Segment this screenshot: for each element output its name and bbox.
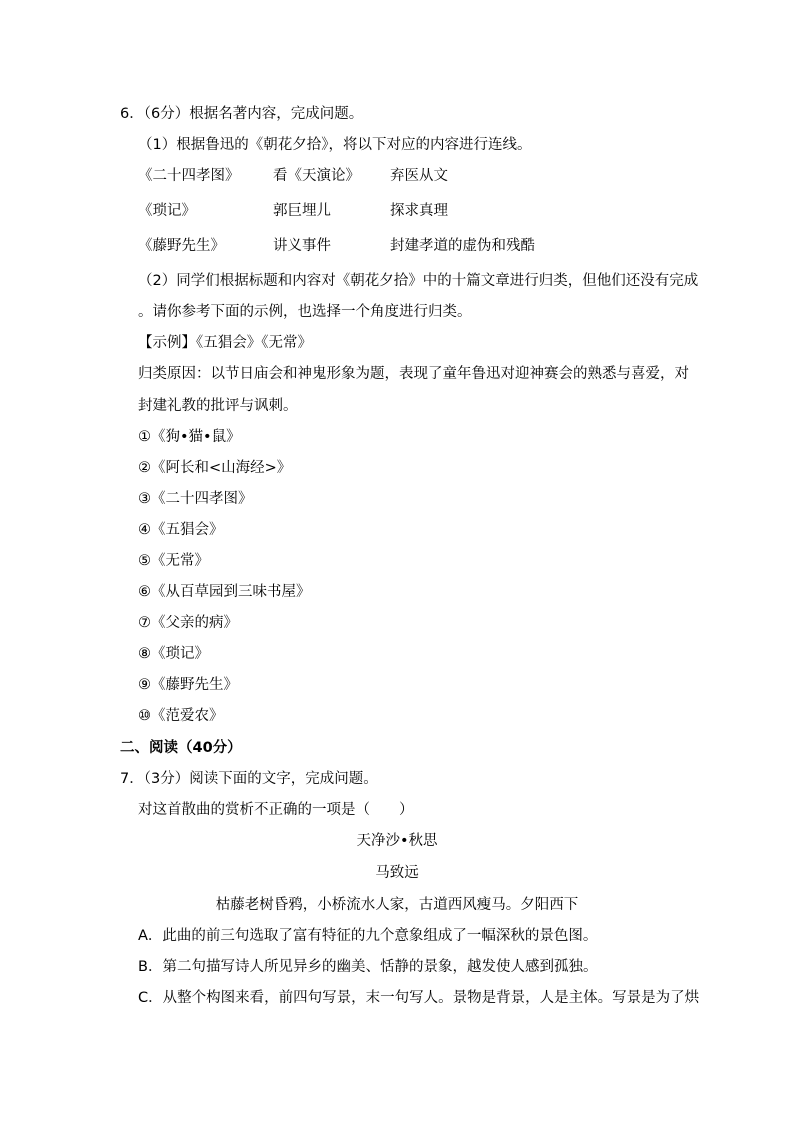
q6-part2-line2: 。请你参考下面的示例，也选择一个角度进行归类。 bbox=[138, 304, 472, 320]
list-item: ⑤《无常》 bbox=[138, 553, 209, 569]
q7-title: 7．（3分）阅读下面的文字，完成问题。 bbox=[120, 771, 378, 787]
q6-title: 6．（6分）根据名著内容，完成问题。 bbox=[120, 106, 364, 122]
match-right-2: 探求真理 bbox=[390, 203, 448, 219]
poem-text: 枯藤老树昏鸦，小桥流水人家，古道西风瘦马。夕阳西下 bbox=[215, 897, 579, 913]
match-mid-1: 看《天演论》 bbox=[273, 168, 360, 184]
list-item: ②《阿长和<山海经>》 bbox=[138, 460, 292, 476]
option-c: C．从整个构图来看，前四句写景，末一句写人。景物是背景，人是主体。写景是为了烘 bbox=[138, 990, 700, 1006]
q6-part2-line1: （2）同学们根据标题和内容对《朝花夕拾》中的十篇文章进行归类，但他们还没有完成 bbox=[138, 273, 699, 289]
list-item: ⑦《父亲的病》 bbox=[138, 615, 238, 631]
q6-part1: （1）根据鲁迅的《朝花夕拾》，将以下对应的内容进行连线。 bbox=[138, 137, 532, 153]
option-a: A．此曲的前三句选取了富有特征的九个意象组成了一幅深秋的景色图。 bbox=[138, 928, 598, 944]
match-left-1: 《二十四孝图》 bbox=[138, 168, 240, 184]
match-right-3: 封建孝道的虚伪和残酷 bbox=[390, 238, 535, 254]
q6-reason-line2: 封建礼教的批评与讽刺。 bbox=[138, 398, 298, 414]
list-item: ⑨《藤野先生》 bbox=[138, 677, 238, 693]
list-item: ⑥《从百草园到三味书屋》 bbox=[138, 584, 311, 600]
section-heading: 二、阅读（40分） bbox=[120, 740, 242, 756]
q6-reason-line1: 归类原因：以节日庙会和神鬼形象为题，表现了童年鲁迅对迎神赛会的熟悉与喜爱，对 bbox=[138, 366, 689, 382]
q6-example: 【示例】《五猖会》《无常》 bbox=[138, 335, 312, 351]
list-item: ⑧《琐记》 bbox=[138, 646, 209, 662]
list-item: ①《狗•猫•鼠》 bbox=[138, 429, 241, 445]
option-b: B．第二句描写诗人所见异乡的幽美、恬静的景象，越发使人感到孤独。 bbox=[138, 959, 598, 975]
match-mid-2: 郭巨埋儿 bbox=[273, 203, 331, 219]
match-left-2: 《琐记》 bbox=[138, 203, 196, 219]
list-item: ⑩《范爱农》 bbox=[138, 708, 224, 724]
poem-author: 马致远 bbox=[375, 865, 419, 881]
q7-stem: 对这首散曲的赏析不正确的一项是（ ） bbox=[138, 802, 414, 818]
match-right-1: 弃医从文 bbox=[390, 168, 448, 184]
match-mid-3: 讲义事件 bbox=[273, 238, 331, 254]
list-item: ③《二十四孝图》 bbox=[138, 491, 253, 507]
list-item: ④《五猖会》 bbox=[138, 522, 224, 538]
match-left-3: 《藤野先生》 bbox=[138, 238, 225, 254]
poem-title: 天净沙•秋思 bbox=[356, 833, 438, 849]
